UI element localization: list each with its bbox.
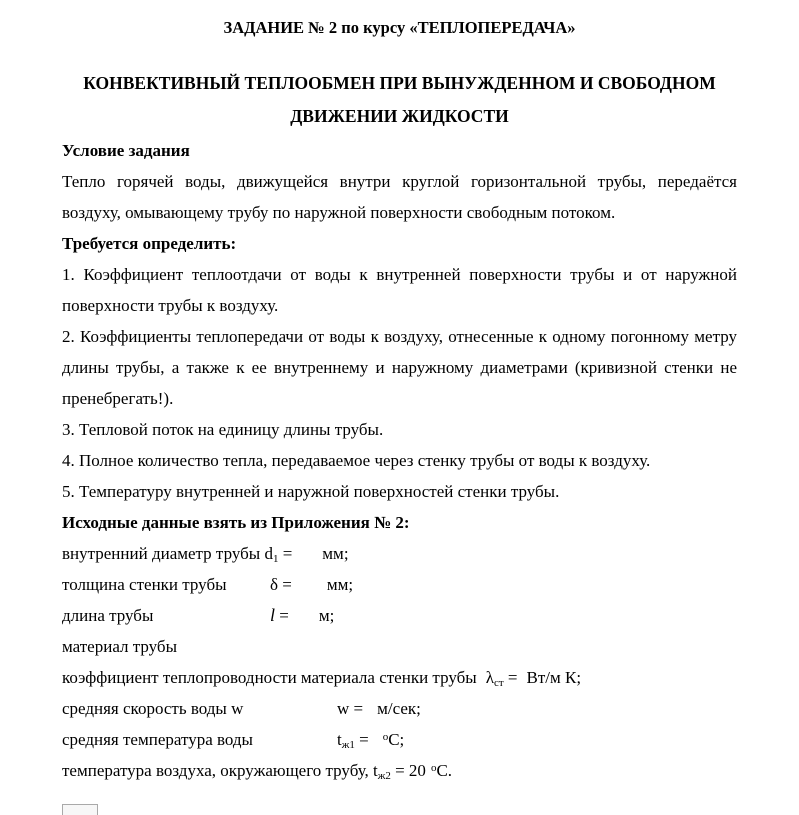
param-label: внутренний диаметр трубы d — [62, 544, 273, 563]
document-heading — [62, 67, 737, 133]
param-subscript: ст — [493, 677, 504, 689]
input-data-heading: Исходные данные взять из Приложения № 2: — [62, 513, 410, 532]
document-title: ЗАДАНИЕ № 2 по курсу «ТЕПЛОПЕРЕДАЧА» — [223, 18, 576, 37]
param-symbol: l — [270, 605, 276, 625]
param-label: средняя скорость воды w — [62, 699, 244, 718]
param-row-inner-diameter — [62, 538, 737, 569]
param-row-conductivity — [62, 662, 737, 693]
param-unit: С; — [388, 730, 405, 749]
task-item-1: 1. Коэффициент теплоотдачи от воды к внутренней поверхности трубы и от наружной поверхности трубы к воздуху. — [62, 265, 737, 315]
param-symbol: t — [337, 730, 342, 749]
required-heading: Требуется определить: — [62, 234, 237, 253]
param-subscript: ж1 — [341, 739, 355, 751]
param-symbol: w — [337, 699, 350, 718]
task-item-3: 3. Тепловой поток на единицу длины трубы. — [62, 420, 384, 439]
param-subscript: 1 — [272, 553, 279, 565]
param-label: материал трубы — [62, 637, 178, 656]
param-unit: м; — [318, 606, 335, 625]
next-page-table-fragment — [62, 804, 98, 815]
param-row-pipe-length — [62, 600, 737, 631]
param-row-water-temp — [62, 724, 737, 755]
param-unit: С. — [436, 761, 453, 780]
equals-sign: = — [503, 668, 518, 687]
param-unit: мм; — [322, 544, 349, 563]
equals-sign: = — [278, 575, 292, 594]
param-row-wall-thickness — [62, 569, 737, 600]
equals-sign: = — [354, 730, 369, 749]
equals-sign: = 20 — [390, 761, 426, 780]
param-symbol: δ — [270, 575, 279, 594]
condition-text: Тепло горячей воды, движущейся внутри круглой горизонтальной трубы, передаётся воздуху, омывающему трубу по наружной поверхности свободным потоком. — [62, 172, 737, 222]
degree-superscript: о — [430, 762, 437, 774]
param-row-material — [62, 631, 737, 662]
param-symbol: λ — [485, 668, 494, 687]
task-item-5: 5. Температуру внутренней и наружной поверхностей стенки трубы. — [62, 482, 560, 501]
param-label: коэффициент теплопроводности материала стенки трубы — [62, 668, 477, 687]
heading-line-2: ДВИЖЕНИИ ЖИДКОСТИ — [290, 106, 509, 126]
param-subscript: ж2 — [377, 770, 391, 782]
equals-sign: = — [349, 699, 364, 718]
heading-line-1: КОНВЕКТИВНЫЙ ТЕПЛООБМЕН ПРИ ВЫНУЖДЕННОМ И СВОБОДНОМ — [83, 73, 716, 93]
param-row-water-speed — [62, 693, 737, 724]
param-row-air-temp — [62, 755, 737, 786]
param-label: температура воздуха, окружающего трубу, t — [62, 761, 378, 780]
param-unit: мм; — [326, 575, 354, 594]
condition-heading: Условие задания — [62, 141, 190, 160]
degree-superscript: о — [382, 731, 389, 743]
param-unit: Вт/м К; — [526, 668, 582, 687]
equals-sign: = — [278, 544, 293, 563]
param-unit: м/сек; — [377, 699, 421, 718]
param-label: длина трубы — [62, 606, 154, 625]
task-item-4: 4. Полное количество тепла, передаваемое через стенку трубы от воды к воздуху. — [62, 451, 651, 470]
equals-sign: = — [275, 606, 289, 625]
param-label: средняя температура воды — [62, 730, 253, 749]
param-label: толщина стенки трубы — [62, 575, 227, 594]
task-item-2: 2. Коэффициенты теплопередачи от воды к воздуху, отнесенные к одному погонному метру длины трубы, а также к ее внутреннему и наружному диаметрами (кривизной стенки не пренебрегать!). — [62, 327, 737, 408]
